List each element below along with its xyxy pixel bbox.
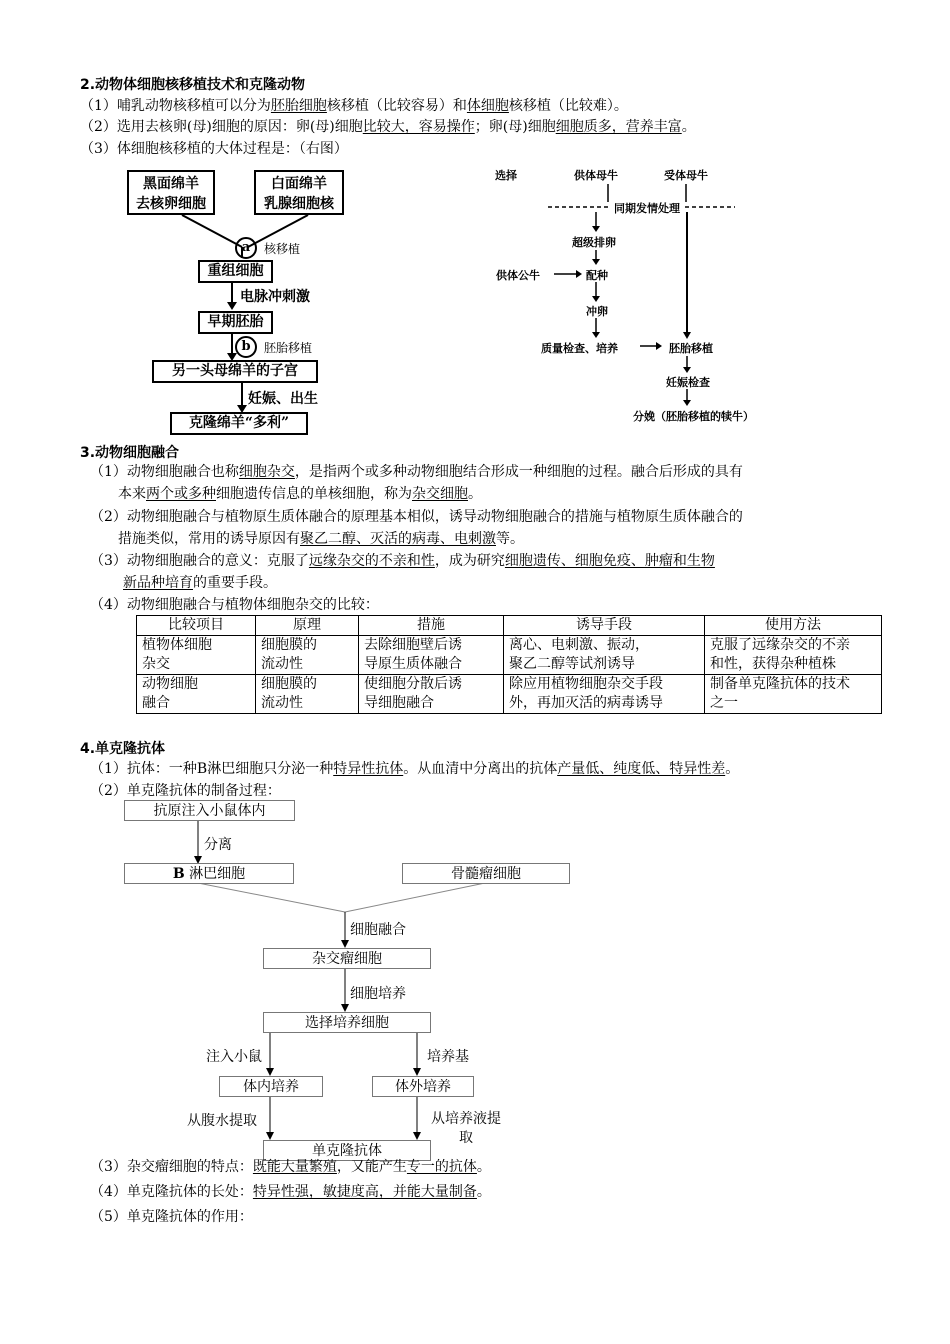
table-cell: 细胞膜的 流动性 <box>256 636 359 675</box>
flow-label-ascites: 从腹水提取 <box>187 1113 257 1129</box>
paragraph-2-2: （2）选用去核卵(母)细胞的原因：卵(母)细胞比较大，容易操作；卵(母)细胞细胞质多，营养丰富。 <box>80 119 696 135</box>
label-embryo-transfer: 胚胎移植 <box>264 341 313 355</box>
paragraph-4-4: （4）单克隆抗体的长处：特异性强，敏捷度高，并能大量制备。 <box>90 1184 491 1200</box>
table-header: 使用方法 <box>705 616 882 636</box>
label-nuclear-transfer: 核移植 <box>264 242 301 256</box>
flow-b-lymphocyte: B 淋巴细胞 <box>124 863 294 884</box>
clone-box-recombined-cell: 重组细胞 <box>198 260 273 283</box>
flow-select-culture: 选择培养细胞 <box>263 1012 431 1033</box>
paragraph-2-1: （1）哺乳动物核移植可以分为胚胎细胞核移植（比较容易）和体细胞核移植（比较难）。 <box>80 98 628 114</box>
embryo-flush: 冲卵 <box>586 305 608 318</box>
flow-in-vivo: 体内培养 <box>219 1076 323 1097</box>
flow-label-separate: 分离 <box>204 837 232 853</box>
table-row <box>137 636 882 675</box>
flow-label-medium: 培养基 <box>427 1049 469 1065</box>
table-cell: 制备单克隆抗体的技术 之一 <box>705 675 882 714</box>
paragraph-3-1-line1: （1）动物细胞融合也称细胞杂交，是指两个或多种动物细胞结合形成一种细胞的过程。融合后形成的具有 <box>90 464 743 480</box>
flow-label-inject-mouse: 注入小鼠 <box>206 1049 262 1065</box>
table-row <box>137 675 882 714</box>
embryo-pregnancy-check: 妊娠检查 <box>666 376 710 389</box>
embryo-select: 选择 <box>495 169 517 182</box>
flow-label-fusion: 细胞融合 <box>350 922 406 938</box>
table-cell: 去除细胞壁后诱 导原生质体融合 <box>359 636 504 675</box>
flow-in-vitro: 体外培养 <box>372 1076 474 1097</box>
step-b-circle: b <box>235 336 257 358</box>
embryo-mating: 配种 <box>586 269 608 282</box>
table-cell: 细胞膜的 流动性 <box>256 675 359 714</box>
table-cell: 动物细胞 融合 <box>137 675 256 714</box>
embryo-donor-cow: 供体母牛 <box>574 169 618 182</box>
table-header: 诱导手段 <box>504 616 705 636</box>
table-cell: 离心、电刺激、振动， 聚乙二醇等试剂诱导 <box>504 636 705 675</box>
flow-inject-antigen: 抗原注入小鼠体内 <box>124 800 295 821</box>
flow-label-from-medium: 从培养液提 取 <box>431 1111 501 1146</box>
paragraph-3-3-line2: 新品种培育的重要手段。 <box>123 575 277 591</box>
flow-hybridoma: 杂交瘤细胞 <box>263 948 431 969</box>
label-pregnancy-birth: 妊娠、出生 <box>248 391 318 407</box>
embryo-birth: 分娩（胚胎移植的犊牛） <box>633 410 754 423</box>
table-cell: 除应用植物细胞杂交手段 外，再加灭活的病毒诱导 <box>504 675 705 714</box>
embryo-sync: 同期发情处理 <box>614 202 680 215</box>
paragraph-4-5: （5）单克隆抗体的作用： <box>90 1209 253 1225</box>
flow-monoclonal-antibody: 单克隆抗体 <box>263 1140 431 1161</box>
paragraph-4-1: （1）抗体：一种B淋巴细胞只分泌一种特异性抗体。从血清中分离出的抗体产量低、纯度低、特异性差。 <box>90 761 740 777</box>
section-3-title: 3.动物细胞融合 <box>80 445 180 461</box>
paragraph-3-2-line1: （2）动物细胞融合与植物原生质体融合的原理基本相似，诱导动物细胞融合的措施与植物原生质体融合的 <box>90 509 743 525</box>
table-cell: 克服了远缘杂交的不亲 和性，获得杂种植株 <box>705 636 882 675</box>
table-cell: 植物体细胞 杂交 <box>137 636 256 675</box>
embryo-recipient-cow: 受体母牛 <box>664 169 708 182</box>
step-a-circle: a <box>235 237 257 259</box>
table-cell: 使细胞分散后诱 导细胞融合 <box>359 675 504 714</box>
comparison-table <box>136 615 882 714</box>
paragraph-4-3: （3）杂交瘤细胞的特点：既能大量繁殖，又能产生专一的抗体。 <box>90 1159 491 1175</box>
table-header: 原理 <box>256 616 359 636</box>
table-header: 比较项目 <box>137 616 256 636</box>
label-electric-pulse: 电脉冲刺激 <box>240 289 310 305</box>
section-4-title: 4.单克隆抗体 <box>80 741 166 757</box>
clone-box-black-sheep-egg: 黑面绵羊 去核卵细胞 <box>127 170 215 215</box>
embryo-transfer: 胚胎移植 <box>669 342 713 355</box>
clone-box-surrogate-uterus: 另一头母绵羊的子宫 <box>152 360 318 383</box>
table-header-row <box>137 616 882 636</box>
flowchart-lines <box>120 800 600 1160</box>
flow-myeloma: 骨髓瘤细胞 <box>402 863 570 884</box>
embryo-quality-check: 质量检查、培养 <box>541 342 618 355</box>
paragraph-2-3: （3）体细胞核移植的大体过程是：（右图） <box>80 141 348 157</box>
paragraph-4-2: （2）单克隆抗体的制备过程： <box>90 783 281 799</box>
section-2-title: 2.动物体细胞核移植技术和克隆动物 <box>80 77 306 93</box>
paragraph-3-2-line2: 措施类似，常用的诱导原因有聚乙二醇、灭活的病毒、电刺激等。 <box>118 531 524 547</box>
embryo-donor-bull: 供体公牛 <box>496 269 540 282</box>
table-header: 措施 <box>359 616 504 636</box>
paragraph-3-4: （4）动物细胞融合与植物体细胞杂交的比较： <box>90 597 379 613</box>
clone-box-early-embryo: 早期胚胎 <box>198 311 273 334</box>
paragraph-3-3-line1: （3）动物细胞融合的意义：克服了远缘杂交的不亲和性，成为研究细胞遗传、细胞免疫、肿瘤和生物 <box>90 553 715 569</box>
embryo-superovulation: 超级排卵 <box>572 236 616 249</box>
paragraph-3-1-line2: 本来两个或多种细胞遗传信息的单核细胞，称为杂交细胞。 <box>118 486 482 502</box>
clone-box-white-sheep-nucleus: 白面绵羊 乳腺细胞核 <box>254 170 344 215</box>
flow-label-culture: 细胞培养 <box>350 986 406 1002</box>
clone-box-dolly: 克隆绵羊“多利” <box>170 412 308 435</box>
